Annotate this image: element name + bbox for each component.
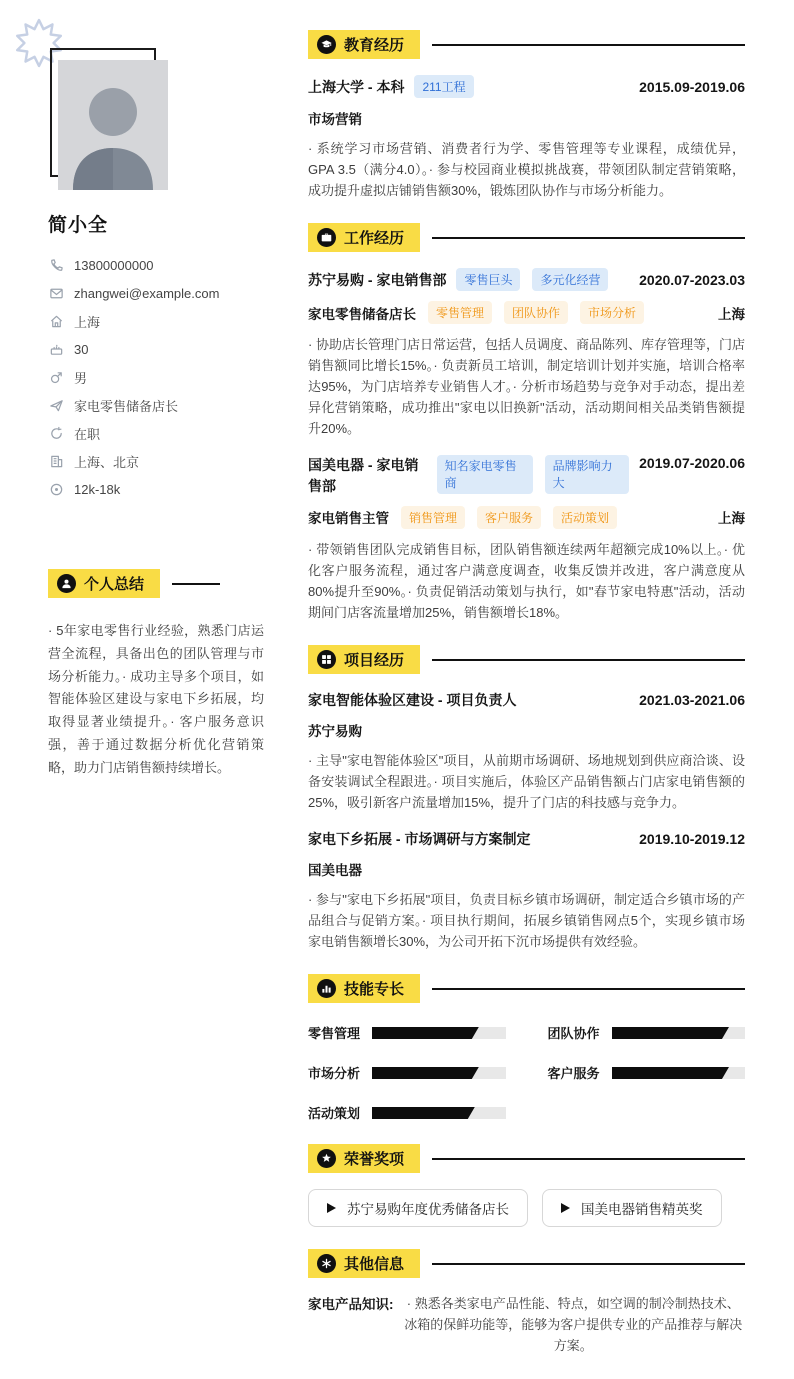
role-tag: 零售管理 — [428, 301, 492, 324]
summary-text: · 5年家电零售行业经验，熟悉门店运营全流程，具备出色的团队管理与市场分析能力。· 成功主导多个项目，如智能体验区建设与家电下乡拓展，均取得显著业绩提升。· 客户服务意识强，善于通过数据分析优化营销策略，助力门店销售额持续增长。 — [48, 623, 264, 775]
skill-bar-fill — [372, 1107, 475, 1119]
skill-bar — [372, 1067, 506, 1079]
contact-item-cities — [48, 453, 264, 469]
honor-list — [308, 1189, 745, 1227]
contact-value: 家电零售储备店长 — [74, 398, 179, 414]
section-divider — [432, 44, 745, 46]
company-tag: 知名家电零售商 — [437, 455, 533, 493]
major-name: 市场营销 — [308, 112, 362, 127]
other-info-section — [308, 1249, 745, 1356]
school-tag: 211工程 — [414, 75, 473, 98]
company-tag: 多元化经营 — [532, 268, 608, 291]
candidate-name: 简小全 — [48, 215, 109, 236]
grid-icon — [317, 650, 336, 669]
skill-name: 团队协作 — [547, 1026, 600, 1042]
section-divider — [432, 237, 745, 239]
section-divider — [432, 1158, 745, 1160]
briefcase-icon — [317, 228, 336, 247]
role-tag: 团队协作 — [504, 301, 568, 324]
project-description: · 参与"家电下乡拓展"项目，负责目标乡镇市场调研，制定适合乡镇市场的产品组合与促销方案。· 项目执行期间，拓展乡镇销售网点5个，实现乡镇市场家电销售额增长30%，为公司开拓下沉市场提供有效经验。 — [308, 892, 745, 950]
section-title: 荣誉奖项 — [344, 1151, 405, 1169]
education-date: 2015.09-2019.06 — [639, 78, 745, 95]
skill-name: 活动策划 — [308, 1106, 361, 1122]
honors-section — [308, 1144, 745, 1227]
section-header-honors — [308, 1144, 745, 1173]
work-role-row — [308, 506, 745, 529]
graduation-cap-icon — [317, 35, 336, 54]
asterisk-icon — [317, 1254, 336, 1273]
company-name: 苏宁易购 - 家电销售部 — [308, 271, 447, 288]
contact-value: 30 — [74, 341, 89, 357]
work-entry — [308, 268, 745, 439]
skill-name: 客户服务 — [547, 1066, 600, 1082]
work-role-row — [308, 301, 745, 324]
contact-value: 男 — [74, 370, 88, 386]
role-tag: 活动策划 — [553, 506, 617, 529]
company-name: 国美电器 - 家电销售部 — [308, 457, 419, 494]
project-entry — [308, 690, 745, 813]
company-tags — [456, 268, 608, 291]
skill-bar — [372, 1027, 506, 1039]
project-date: 2021.03-2021.06 — [639, 692, 745, 709]
company-tags — [437, 455, 630, 493]
main-column — [308, 30, 745, 1379]
gender-icon — [48, 369, 64, 385]
mail-icon — [48, 285, 64, 301]
skill-name: 市场分析 — [308, 1066, 361, 1082]
honor-badge[interactable] — [308, 1189, 528, 1227]
section-title: 项目经历 — [344, 652, 405, 670]
project-company-row — [308, 859, 745, 879]
company-tag: 品牌影响力大 — [545, 455, 630, 493]
role-tag: 销售管理 — [401, 506, 465, 529]
summary-section — [48, 569, 264, 779]
target-position-icon — [48, 397, 64, 413]
skill-bar — [372, 1107, 506, 1119]
contact-item-salary — [48, 481, 264, 497]
skill-bar-fill — [612, 1067, 729, 1079]
contact-value: 13800000000 — [74, 257, 154, 273]
other-info-text: · 熟悉各类家电产品性能、特点，如空调的制冷制热技术、冰箱的保鲜功能等，能够为客户提供专业的产品推荐与解决方案。 — [404, 1296, 743, 1354]
other-info-row — [308, 1294, 745, 1356]
work-description: · 协助店长管理门店日常运营，包括人员调度、商品陈列、库存管理等，门店销售额同比增长15%。· 负责新员工培训，制定培训计划并实施，培训合格率达95%，为门店培养专业销售人才。· 分析市场趋势与竞争对手动态，提出差异化营销策略，成功推出"家电以旧换新"活动，活动期间相关品类销售额提升20%。 — [308, 337, 745, 437]
profile-photo — [58, 60, 168, 190]
section-title: 工作经历 — [344, 230, 405, 248]
section-divider — [172, 583, 220, 585]
education-description: · 系统学习市场营销、消费者行为学、零售管理等专业课程，成绩优异，GPA 3.5（满分4.0）。· 参与校园商业模拟挑战赛，带领团队制定营销策略，成功提升虚拟店铺销售额30%，锻炼团队协作与市场分析能力。 — [308, 141, 745, 199]
play-icon — [327, 1203, 336, 1213]
project-date: 2019.10-2019.12 — [639, 831, 745, 848]
education-section — [308, 30, 745, 201]
section-badge — [48, 569, 160, 598]
skill-grid — [308, 1023, 745, 1122]
section-divider — [432, 988, 745, 990]
skill-item — [548, 1023, 746, 1042]
contact-value: zhangwei@example.com — [74, 285, 220, 301]
role-tag: 市场分析 — [580, 301, 644, 324]
education-major-row — [308, 108, 745, 128]
skill-bar — [612, 1067, 746, 1079]
skill-item — [308, 1103, 506, 1122]
city-icon — [48, 453, 64, 469]
salary-icon — [48, 481, 64, 497]
project-name: 家电智能体验区建设 - 项目负责人 — [308, 692, 517, 709]
honor-badge[interactable] — [542, 1189, 722, 1227]
section-badge — [308, 645, 420, 674]
section-title: 技能专长 — [344, 981, 405, 999]
contact-value: 上海、北京 — [74, 454, 140, 470]
section-header-other — [308, 1249, 745, 1278]
project-company-row — [308, 720, 745, 740]
contact-item-job-status — [48, 425, 264, 441]
section-header-skills — [308, 974, 745, 1003]
contact-item-location — [48, 313, 264, 329]
role-tag: 客户服务 — [477, 506, 541, 529]
contact-value: 12k-18k — [74, 481, 121, 497]
section-title: 其他信息 — [344, 1256, 405, 1274]
section-divider — [432, 1263, 745, 1265]
section-header-summary — [48, 569, 264, 598]
section-title: 个人总结 — [84, 576, 145, 593]
contact-value: 上海 — [74, 314, 101, 330]
work-location: 上海 — [718, 306, 745, 322]
work-description: · 带领销售团队完成销售目标，团队销售额连续两年超额完成10%以上。· 优化客户服务流程，通过客户满意度调查，收集反馈并改进，客户满意度从80%提升至90%。· 负责促销活动策划与执行，如"春节家电特惠"活动，活动期间门店客流量增加25%，销售额增长18%。 — [308, 541, 745, 621]
section-badge — [308, 1249, 420, 1278]
company-tag: 零售巨头 — [456, 268, 520, 291]
contact-item-age — [48, 341, 264, 357]
skill-bar-fill — [372, 1027, 479, 1039]
project-name: 家电下乡拓展 - 市场调研与方案制定 — [308, 831, 531, 848]
age-icon — [48, 341, 64, 357]
honor-label: 苏宁易购年度优秀储备店长 — [347, 1202, 509, 1218]
section-header-work — [308, 223, 745, 252]
home-icon — [48, 313, 64, 329]
work-section — [308, 223, 745, 623]
contact-value: 在职 — [74, 426, 101, 442]
phone-icon — [48, 257, 64, 273]
contact-item-gender — [48, 369, 264, 385]
skill-item — [548, 1063, 746, 1082]
skill-item — [308, 1023, 506, 1042]
project-entry — [308, 829, 745, 952]
play-icon — [561, 1203, 570, 1213]
project-company: 苏宁易购 — [308, 724, 362, 740]
project-company: 国美电器 — [308, 863, 362, 879]
work-date: 2020.07-2023.03 — [639, 271, 745, 288]
project-entry-header — [308, 690, 745, 710]
skill-bar-fill — [372, 1067, 479, 1079]
section-header-education — [308, 30, 745, 59]
work-date: 2019.07-2020.06 — [639, 455, 745, 472]
skill-item — [308, 1063, 506, 1082]
skill-bar-fill — [612, 1027, 729, 1039]
skill-bar — [612, 1027, 746, 1039]
other-info-label: 家电产品知识: — [308, 1297, 394, 1313]
section-badge — [308, 30, 420, 59]
sidebar — [48, 0, 264, 779]
role-name: 家电销售主管 — [308, 511, 389, 527]
section-badge — [308, 1144, 420, 1173]
photo-block — [48, 0, 264, 192]
contact-list — [48, 257, 264, 497]
projects-section — [308, 645, 745, 952]
work-location: 上海 — [718, 511, 745, 527]
section-divider — [432, 659, 745, 661]
project-description: · 主导"家电智能体验区"项目，从前期市场调研、场地规划到供应商洽谈、设备安装调试全程跟进。· 项目实施后，体验区产品销售额占门店家电销售额的25%，吸引新客户流量增加15%，提升了门店的科技感与竞争力。 — [308, 753, 745, 811]
section-header-projects — [308, 645, 745, 674]
contact-item-phone — [48, 257, 264, 273]
contact-item-email — [48, 285, 264, 301]
bar-chart-icon — [317, 979, 336, 998]
school-name: 上海大学 - 本科 — [308, 78, 405, 95]
skills-section — [308, 974, 745, 1122]
contact-item-target-position — [48, 397, 264, 413]
education-entry-header — [308, 75, 745, 98]
work-entry-header — [308, 455, 745, 496]
person-icon — [57, 574, 76, 593]
section-badge — [308, 974, 420, 1003]
section-title: 教育经历 — [344, 37, 405, 54]
skill-name: 零售管理 — [308, 1026, 361, 1042]
section-badge — [308, 223, 420, 252]
work-entry — [308, 455, 745, 623]
honor-label: 国美电器销售精英奖 — [581, 1202, 703, 1218]
work-entry-header — [308, 268, 745, 291]
role-name: 家电零售储备店长 — [308, 306, 416, 322]
job-status-icon — [48, 425, 64, 441]
medal-icon — [317, 1149, 336, 1168]
project-entry-header — [308, 829, 745, 849]
